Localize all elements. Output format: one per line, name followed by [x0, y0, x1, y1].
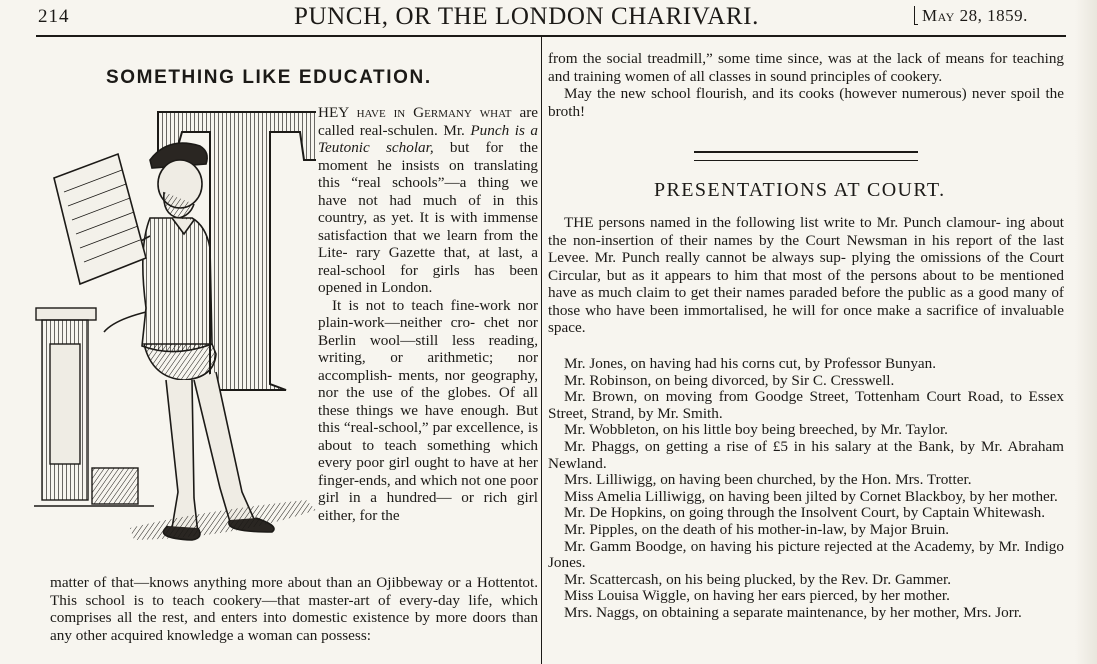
text-line: THE persons named in the following list write to Mr. Punch clamour-: [564, 214, 1001, 231]
text-line: invaluable space.: [548, 301, 1065, 336]
scan-edge: [1075, 0, 1097, 664]
article-heading-education: SOMETHING LIKE EDUCATION.: [106, 67, 432, 88]
text-line: that most of the persons about to be mentioned have as much claim to: [548, 266, 1065, 301]
text-line: never spoil the broth!: [548, 85, 1065, 120]
article2-intro: [548, 214, 1064, 337]
text-line: with immense satisfaction: [318, 209, 538, 244]
article1-paragraph-2-continued: [50, 574, 538, 644]
text-line: can possess:: [296, 626, 371, 644]
text-line: nor plain-work—neither cro-: [318, 296, 539, 331]
list-item: Mr. Wobbleton, on his little boy being breeched, by Mr. Taylor.: [564, 421, 948, 439]
text-line: or rich girl either, for the: [318, 489, 538, 524]
text-line: matter of that—knows anything more about than an Ojibbeway or: [50, 574, 461, 591]
text-line: the use of the globes. Of all: [346, 384, 538, 401]
article1-paragraph-1: [318, 104, 538, 297]
text-line: plying the omissions of the Court Circular, but as it appears to him: [548, 249, 1065, 284]
article1-full-width-text: [50, 574, 538, 644]
article-heading-presentations: PRESENTATIONS AT COURT.: [654, 179, 946, 201]
column-divider: [541, 37, 542, 664]
page-number: 214: [38, 6, 70, 27]
list-item: Mr. De Hopkins, on going through the Insolvent Court, by Captain Whitewash.: [564, 504, 1046, 522]
text-line: finger-ends, and which not: [318, 471, 481, 489]
column2-continuation: [548, 50, 1064, 120]
text-line: his report of the last Levee. Mr. Punch really cannot be always sup-: [548, 231, 1064, 266]
text-line: HEY have in Germany what: [318, 104, 512, 121]
masthead-rule: [36, 35, 1066, 37]
text-line: girl ought to have at her: [388, 454, 538, 471]
text-line: who have been immortalised, he will for once make a sacrifice of: [585, 301, 996, 319]
text-line: less reading, writing, or: [318, 331, 539, 366]
text-line: cookery.: [890, 67, 943, 85]
engraving-illustration: [34, 108, 316, 544]
list-item: Mr. Scattercash, on his being plucked, by the Rev. Dr. Gammer.: [564, 570, 952, 588]
list-item: Mrs. Lilliwigg, on having been churched, by the Hon. Mrs. Trotter.: [564, 471, 972, 489]
text-line: real-school for girls has been: [318, 261, 538, 279]
floor-shadow: [130, 500, 316, 540]
text-line: these things we have enough.: [318, 401, 510, 419]
masthead: [0, 0, 1097, 40]
text-line: one poor girl in a hundred—: [318, 471, 538, 506]
text-line: ments, nor geography, nor: [318, 366, 539, 401]
text-line: May the new school flourish, and its cooks (however numerous): [564, 85, 967, 102]
text-line: get their names paraded before the public as a good many of those: [548, 284, 1064, 319]
fireplace: [34, 308, 154, 506]
intro-paragraph: [548, 214, 1064, 337]
continuation-paragraph: [548, 50, 1064, 85]
text-line: this country, as yet. It is: [318, 191, 538, 226]
text-line: “real schools”—a thing we: [351, 174, 538, 191]
list-item: Miss Amelia Lilliwigg, on having been jilted by Cornet Blackboy, by her mother.: [564, 487, 1058, 505]
text-line: rary Gazette that, at last, a: [355, 244, 539, 261]
closing-paragraph: [548, 85, 1064, 120]
text-line: that we learn from the Lite-: [318, 226, 538, 261]
article1-paragraph-2: [318, 297, 538, 525]
text-line: from the social treadmill,” some time since, was at the lack of means: [548, 50, 985, 67]
text-line: Punch is a Teutonic scholar,: [318, 121, 538, 156]
issue-date: May 28, 1859.: [922, 6, 1028, 25]
list-item: Miss Louisa Wiggle, on having her ears pierced, by her mother.: [564, 587, 950, 605]
text-line: arithmetic; nor accomplish-: [318, 349, 538, 384]
text-line: opened in London.: [318, 279, 433, 296]
publication-title: PUNCH, OR THE LONDON CHARIVARI.: [294, 3, 759, 30]
text-line: but for the moment he: [318, 139, 539, 174]
presentations-list: [548, 356, 1064, 622]
list-item: Mrs. Naggs, on obtaining a separate maintenance, by her mother, Mrs. Jorr.: [564, 603, 1022, 621]
text-line: existence by more doors than any other acquired knowledge a woman: [50, 609, 538, 644]
text-line: ing about the non-insertion of their names by the Court Newsman in: [548, 214, 1065, 249]
text-line: every-day life, which comprises all the rest, and enters into domestic: [50, 591, 539, 626]
text-line: a Hottentot. This school is to teach cookery—that master-art of: [50, 574, 539, 609]
text-line: are called real-schulen. Mr.: [318, 104, 539, 139]
text-line: It is not to teach fine-work: [332, 296, 511, 314]
list-item: Mr. Robinson, on being divorced, by Sir C. Cresswell.: [564, 371, 895, 389]
text-line: But this “real-school,” par: [318, 401, 538, 436]
text-line: something which every poor: [318, 436, 538, 471]
list-item: Mr. Phaggs, on getting a rise of £5 in his salary at the Bank, by Mr. Abraham Newland.: [548, 437, 1064, 472]
article1-column-text: [318, 104, 538, 524]
list-item: Mr. Gamm Boodge, on having his picture rejected at the Academy, by Mr. Indigo Jones.: [548, 537, 1064, 572]
text-line: chet nor Berlin wool—still: [318, 314, 538, 349]
list-item: Mr. Brown, on moving from Goodge Street, Tottenham Court Road, to Essex Street, Strand, by Mr. Smith.: [548, 388, 1064, 422]
text-line: for teaching and training women of all classes in sound principles of: [548, 50, 1065, 85]
text-line: excellence, is about to teach: [318, 419, 539, 454]
text-line: have not had much of in: [318, 191, 505, 209]
list-item: Mr. Jones, on having had his corns cut, by Professor Bunyan.: [564, 355, 937, 372]
text-line: insists on translating this: [318, 156, 539, 191]
list-item: Mr. Pipples, on the death of his mother-in-law, by Major Bruin.: [564, 520, 950, 538]
section-divider-ornament: [694, 151, 918, 161]
